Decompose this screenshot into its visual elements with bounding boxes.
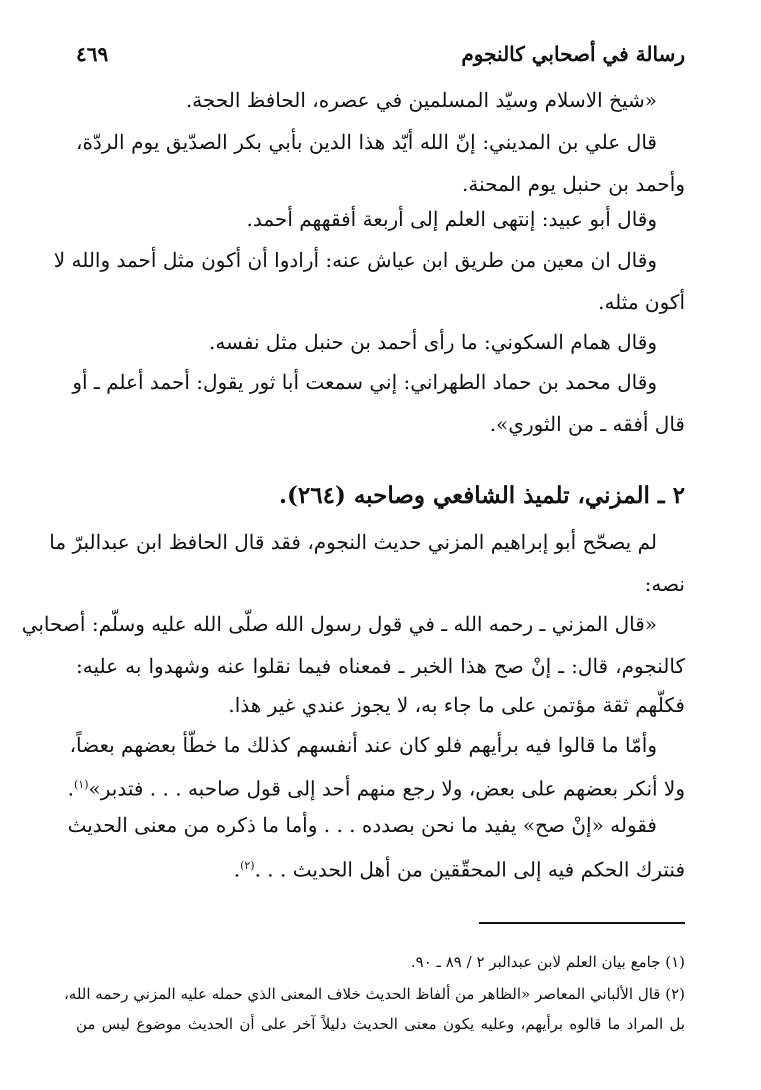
footnote-1: (١) جامع بيان العلم لابن عبدالبر ٢ / ٨٩ ـ ٩٠. bbox=[410, 953, 685, 971]
text-line: قال أفقه ـ من الثوري». bbox=[489, 412, 685, 436]
text-line: وأمّا ما قالوا فيه برأيهم فلو كان عند أنفسهم كذلك ما خطّأ بعضهم بعضاً، bbox=[69, 733, 657, 757]
text-line: فقوله «إنْ صح» يفيد ما نحن بصدده . . . وأما ما ذكره من معنى الحديث bbox=[67, 813, 657, 837]
section-heading: ٢ ـ المزني، تلميذ الشافعي وصاحبه (٢٦٤). bbox=[278, 482, 685, 509]
text-line bbox=[67, 773, 685, 801]
line-period: . bbox=[233, 857, 241, 882]
running-title: رسالة في أصحابي كالنجوم bbox=[461, 42, 685, 66]
footnote-ref-2[interactable]: (٢) bbox=[240, 859, 255, 872]
text-line: «شيخ الاسلام وسيّد المسلمين في عصره، الحافظ الحجة. bbox=[185, 88, 657, 112]
footnote-divider bbox=[479, 922, 685, 924]
text-line: وقال همام السكوني: ما رأى أحمد بن حنبل مثل نفسه. bbox=[208, 330, 657, 354]
text-line: كالنجوم، قال: ـ إنْ صح هذا الخبر ـ فمعناه فيما نقلوا عنه وشهدوا به عليه: bbox=[76, 654, 685, 678]
text-line: لم يصحّح أبو إبراهيم المزني حديث النجوم، فقد قال الحافظ ابن عبدالبرّ ما bbox=[49, 530, 657, 554]
line-period: . bbox=[67, 776, 74, 801]
footnote-ref-1[interactable]: (١) bbox=[74, 778, 89, 791]
text-line-content: ولا أنكر بعضهم على بعض، ولا رجع منهم أحد إلى قول صاحبه . . . فتدبر» bbox=[88, 776, 685, 801]
text-line bbox=[76, 854, 685, 882]
text-line: قال علي بن المديني: إنّ الله أيّد هذا الدين بأبي بكر الصدّيق يوم الردّة، bbox=[76, 130, 657, 154]
footnote-2-continued: بل المراد ما قالوه برأيهم، وعليه يكون معنى الحديث دليلاً آخر على أن الحديث موضوع ليس من bbox=[76, 1015, 685, 1033]
text-line: وأحمد بن حنبل يوم المحنة. bbox=[462, 172, 685, 196]
text-line: نصه: bbox=[644, 572, 685, 596]
footnote-2: (٢) قال الألباني المعاصر «الظاهر من ألفاظ الحديث خلاف المعنى الذي حمله عليه المزني رحمه الله، bbox=[63, 985, 685, 1003]
text-line: أكون مثله. bbox=[598, 290, 685, 314]
text-line-content: فنترك الحكم فيه إلى المحقّقين من أهل الحديث . . . bbox=[254, 857, 685, 882]
text-line: «قال المزني ـ رحمه الله ـ في قول رسول الله صلّى الله عليه وسلّم: أصحابي bbox=[21, 612, 657, 636]
page-header bbox=[76, 34, 685, 74]
text-line: وقال محمد بن حماد الطهراني: إني سمعت أبا ثور يقول: أحمد أعلم ـ أو bbox=[72, 370, 657, 394]
text-line: وقال ان معين من طريق ابن عياش عنه: أرادوا أن أكون مثل أحمد والله لا bbox=[53, 248, 657, 272]
text-line: فكلّهم ثقة مؤتمن على ما جاء به، لا يجوز عندي غير هذا. bbox=[228, 693, 685, 717]
page-number: ٤٦٩ bbox=[76, 42, 109, 66]
text-line: وقال أبو عبيد: إنتهى العلم إلى أربعة أفقههم أحمد. bbox=[246, 207, 657, 231]
